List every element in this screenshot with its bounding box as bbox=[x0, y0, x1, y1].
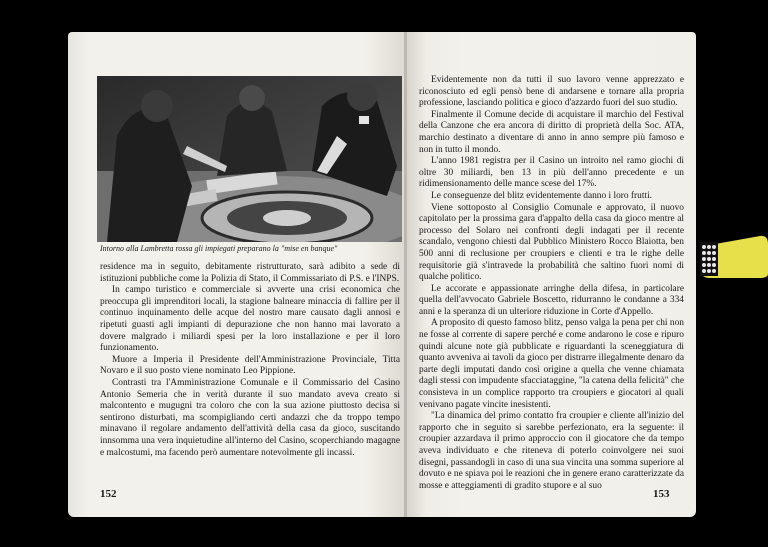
book-gutter bbox=[404, 32, 407, 517]
paragraph: A proposito di questo famoso blitz, penso valga la pena per chi non ne fosse al corrente di sapere perché e come andarono le cose e ripuro quindi alcune note già pubblicate e riguardanti la sceneggiatura di quanto avveniva ai tavoli da gioco per distrarre illegalmente denaro da parte degli imputati dando così origine a quella che venne chiamata dagli stessi con impudente sfacciataggine, "la catena della felicità" che consisteva in un complice rapporto tra croupiers e giocatori al quali venivano pagate vincite inesistenti. bbox=[419, 318, 684, 410]
page-number-left: 152 bbox=[100, 488, 117, 500]
paragraph: Le conseguenze del blitz evidentemente danno i loro frutti. bbox=[431, 190, 653, 201]
paragraph: Contrasti tra l'Amministrazione Comunale e il Commissario del Casino Antonio Semeria che in verità durante il suo mandato aveva creato si malcontento e mugugni tra coloro che con la sua azione piuttosto decisa si sentirono disturbati, ma scompigliando certi andazzi che da troppo tempo minavano il regolare andamento dell'attività della casa da gioco, suscitando innsomma una vera inquietudine all'interno del Casino, scoperchiando magagne e malcostumi, ma facendo però aumentare notevolmente gli incassi. bbox=[100, 377, 400, 458]
paragraph: Le accorate e appassionate arringhe della difesa, in particolare quella dell'avvocato Gabriele Boscetto, ridurranno le condanne a 334 anni e la speranza di un ulteriore riduzione in Corte d'Appello. bbox=[419, 283, 684, 317]
photo-caption: Intorno alla Lambretta rossa gli impiegati preparano la "mise en banque" bbox=[100, 244, 338, 253]
paragraph: "La dinamica del primo contatto fra croupier e cliente all'inizio del rapporto che in seguito si sarebbe perfezionato, era la seguente: il croupier azzardava il primo approccio con il giocatore che da tempo aveva individuato e che riteneva di poterlo coinvolgere nei suoi disegni, passandogli in caso di una sua vincita una somma superiore al dovuto e ne spiava poi le reazioni che in genere erano caratterizzate da mosse e atteggiamenti di gradito stupore e al suo bbox=[419, 411, 684, 491]
casino-photo bbox=[97, 76, 402, 242]
paragraph: Muore a Imperia il Presidente dell'Amministrazione Provinciale, Titta Novaro e il suo posto viene nominato Leo Pippione. bbox=[100, 354, 400, 377]
right-page-text bbox=[419, 75, 684, 492]
paragraph: residence ma in seguito, debitamente ristrutturato, sarà adibito a sede di istituzioni pubbliche come la Polizia di Stato, il Commissariato di P.S. e l'INPS. bbox=[100, 262, 400, 284]
left-page-text bbox=[100, 262, 400, 459]
paragraph: In campo turistico e commerciale si avverte una crisi economica che preoccupa gli imprenditori locali, la stagione balneare minaccia di fallire per il continuo inquinamento delle acque del nostro mare causato dagli annosi e ripetuti guasti agli impianti di depurazione che non hanno mai lavorato a dovere malgrado i miliardi spesi per la loro installazione e per il loro funzionamento. bbox=[100, 285, 400, 354]
page-number-right: 153 bbox=[653, 488, 670, 500]
paragraph: Evidentemente non da tutti il suo lavoro venne apprezzato e riconosciuto ed egli pensò bene di andarsene e tornare alla propria professione, lasciando politica e gioco d'azzardo fuori del suo studio. bbox=[419, 75, 684, 109]
paragraph: L'anno 1981 registra per il Casino un introito nel ramo giochi di oltre 30 miliardi, ben 13 in più dell'anno precedente e un ridimensionamento delle mance scese del 17%. bbox=[419, 156, 684, 190]
paragraph: Finalmente il Comune decide di acquistare il marchio del Festival della Canzone che era ancora di diritto di proprietà della Soc. ATA, marchio destinato a diventare di anno in anno sempre più famoso e non in tutto il mondo. bbox=[419, 109, 684, 155]
paragraph: Viene sottoposto al Consiglio Comunale e approvato, il nuovo capitolato per la prossima gara d'appalto della casa da gioco mentre al processo del Solaro nei confronti degli indagati per il recente scandalo, vengono chiesti dal Pubblico Ministero Rocco Blaiotta, ben 500 anni di reclusione per croupiers e clienti e tra le righe delle requisitorie già s'intravede la probabilità che saltino fuori nomi di qualche politico. bbox=[419, 202, 684, 283]
yellow-pen bbox=[700, 234, 768, 278]
